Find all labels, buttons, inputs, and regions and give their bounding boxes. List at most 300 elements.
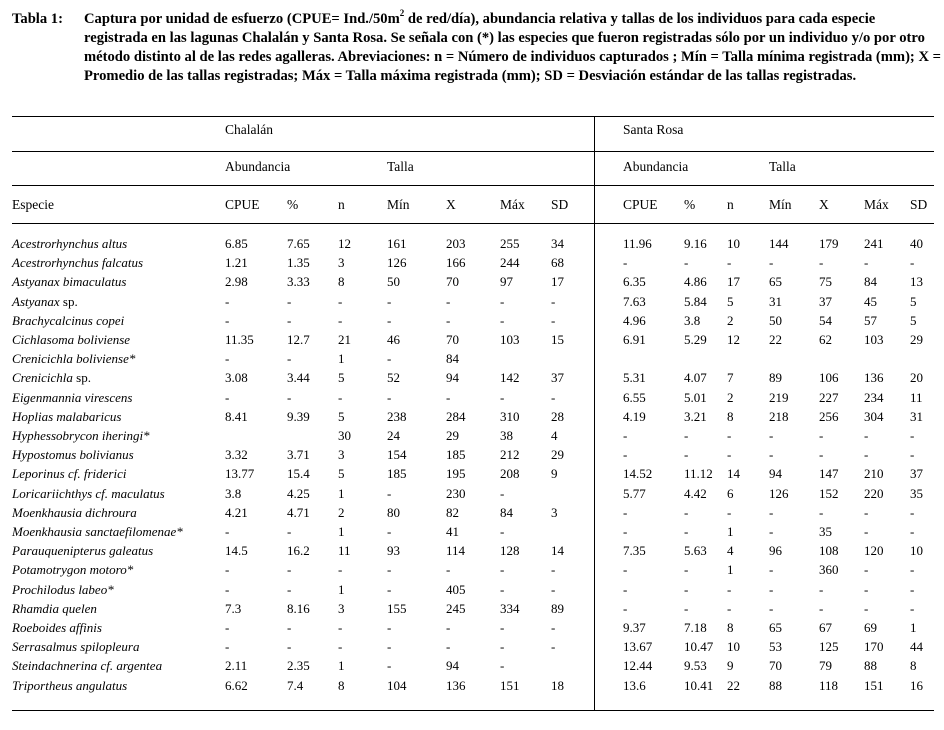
cell-santa-rosa-x: 54 — [819, 313, 832, 328]
cell-chalalan-x: 405 — [446, 582, 466, 597]
cell-chalalan-min: 80 — [387, 505, 400, 520]
column-header-percent-chalalan: % — [287, 197, 299, 212]
cell-santa-rosa-x: 152 — [819, 486, 839, 501]
column-header-max-santa-rosa: Máx — [864, 197, 889, 212]
species-name — [12, 390, 132, 405]
cell-santa-rosa-min: 126 — [769, 486, 789, 501]
cell-chalalan-x: 195 — [446, 466, 466, 481]
cell-chalalan-min: - — [387, 294, 392, 309]
cell-santa-rosa-min: - — [769, 505, 774, 520]
cell-santa-rosa-min: 65 — [769, 274, 782, 289]
cell-santa-rosa-min: - — [769, 447, 774, 462]
cell-santa-rosa-sd: 37 — [910, 466, 923, 481]
cell-santa-rosa-min: 96 — [769, 543, 782, 558]
cell-chalalan-percent: - — [287, 294, 292, 309]
species-name — [12, 582, 114, 597]
cell-chalalan-min: - — [387, 524, 392, 539]
cell-santa-rosa-cpue: 11.96 — [623, 236, 652, 251]
cell-santa-rosa-cpue: - — [623, 447, 628, 462]
cell-santa-rosa-n: 22 — [727, 678, 740, 693]
cell-chalalan-x: 84 — [446, 351, 459, 366]
cell-santa-rosa-min: - — [769, 428, 774, 443]
cell-santa-rosa-max: 57 — [864, 313, 877, 328]
cell-chalalan-max: 310 — [500, 409, 520, 424]
cell-chalalan-percent: 8.16 — [287, 601, 310, 616]
cell-chalalan-min: 52 — [387, 370, 400, 385]
species-name — [12, 428, 150, 443]
cell-chalalan-min: - — [387, 658, 392, 673]
cell-santa-rosa-cpue: 9.37 — [623, 620, 646, 635]
cell-chalalan-cpue: 11.35 — [225, 332, 254, 347]
cell-santa-rosa-percent: 4.86 — [684, 274, 707, 289]
cell-santa-rosa-cpue: 4.19 — [623, 409, 646, 424]
species-name — [12, 351, 135, 366]
cell-santa-rosa-max: - — [864, 505, 869, 520]
species-name-text: Serrasalmus spilopleura — [12, 639, 140, 654]
cell-chalalan-percent: 3.44 — [287, 370, 310, 385]
table-top-rule — [12, 116, 934, 117]
cell-chalalan-cpue: 13.77 — [225, 466, 255, 481]
cell-chalalan-min: 24 — [387, 428, 400, 443]
cell-chalalan-x: 230 — [446, 486, 466, 501]
cell-santa-rosa-cpue: - — [623, 601, 628, 616]
cell-santa-rosa-sd: - — [910, 601, 915, 616]
cell-santa-rosa-n: 9 — [727, 658, 734, 673]
cell-santa-rosa-x: - — [819, 582, 824, 597]
cell-santa-rosa-n: 8 — [727, 620, 734, 635]
cell-santa-rosa-percent: 11.12 — [684, 466, 713, 481]
cell-santa-rosa-n: 5 — [727, 294, 734, 309]
cell-chalalan-min: 155 — [387, 601, 407, 616]
cell-chalalan-min: 104 — [387, 678, 407, 693]
cell-santa-rosa-x: 227 — [819, 390, 839, 405]
species-name-text: Prochilodus labeo* — [12, 582, 114, 597]
cell-chalalan-min: - — [387, 639, 392, 654]
cell-chalalan-x: - — [446, 294, 451, 309]
cell-santa-rosa-min: - — [769, 255, 774, 270]
cell-chalalan-n: 5 — [338, 466, 345, 481]
cell-santa-rosa-percent: - — [684, 601, 689, 616]
cell-chalalan-x: 94 — [446, 658, 459, 673]
cell-chalalan-n: - — [338, 562, 343, 577]
cell-chalalan-n: - — [338, 639, 343, 654]
cell-chalalan-cpue: - — [225, 390, 230, 405]
cell-santa-rosa-min: 88 — [769, 678, 782, 693]
cell-santa-rosa-x: - — [819, 255, 824, 270]
cell-chalalan-sd: - — [551, 294, 556, 309]
cell-santa-rosa-n: - — [727, 601, 732, 616]
cell-chalalan-sd: 15 — [551, 332, 564, 347]
cell-chalalan-sd: 18 — [551, 678, 564, 693]
cell-chalalan-min: 126 — [387, 255, 407, 270]
cell-chalalan-n: 5 — [338, 370, 345, 385]
cell-chalalan-sd: - — [551, 620, 556, 635]
cell-chalalan-max: 128 — [500, 543, 520, 558]
species-name — [12, 274, 126, 289]
column-header-percent-santa-rosa: % — [684, 197, 696, 212]
species-name — [12, 447, 134, 462]
cell-santa-rosa-n: - — [727, 505, 732, 520]
cell-chalalan-min: - — [387, 620, 392, 635]
species-name-text: Crenicichla — [12, 370, 73, 385]
cell-chalalan-min: - — [387, 390, 392, 405]
cell-santa-rosa-n: - — [727, 428, 732, 443]
cell-chalalan-n: 12 — [338, 236, 351, 251]
cell-chalalan-sd: 14 — [551, 543, 564, 558]
cell-chalalan-min: 161 — [387, 236, 407, 251]
cell-chalalan-cpue: 6.62 — [225, 678, 248, 693]
cell-chalalan-n: 3 — [338, 255, 345, 270]
cell-santa-rosa-x: 147 — [819, 466, 839, 481]
cell-chalalan-x: 82 — [446, 505, 459, 520]
cell-chalalan-min: 185 — [387, 466, 407, 481]
cell-santa-rosa-percent: 4.42 — [684, 486, 707, 501]
cell-chalalan-sd: 4 — [551, 428, 558, 443]
cell-chalalan-max: 142 — [500, 370, 520, 385]
cell-chalalan-n: 1 — [338, 524, 345, 539]
cell-chalalan-n: - — [338, 620, 343, 635]
cell-santa-rosa-x: 37 — [819, 294, 832, 309]
cell-santa-rosa-x: - — [819, 601, 824, 616]
cell-santa-rosa-percent: 3.21 — [684, 409, 707, 424]
cell-chalalan-min: - — [387, 486, 392, 501]
cell-santa-rosa-sd: 40 — [910, 236, 923, 251]
species-name-text: Leporinus cf. friderici — [12, 466, 127, 481]
cell-chalalan-percent: 2.35 — [287, 658, 310, 673]
species-name — [12, 658, 162, 673]
cell-santa-rosa-percent: 7.18 — [684, 620, 707, 635]
species-name-text: Parauquenipterus galeatus — [12, 543, 154, 558]
cell-chalalan-x: 41 — [446, 524, 459, 539]
cell-santa-rosa-min: 53 — [769, 639, 782, 654]
cell-santa-rosa-x: - — [819, 447, 824, 462]
cell-chalalan-cpue: - — [225, 294, 230, 309]
group-header-talla-chalalan: Talla — [387, 159, 414, 174]
cell-chalalan-min: - — [387, 313, 392, 328]
cell-santa-rosa-max: 151 — [864, 678, 884, 693]
cell-chalalan-percent: 3.71 — [287, 447, 310, 462]
cell-santa-rosa-cpue: 5.77 — [623, 486, 646, 501]
cell-santa-rosa-sd: 44 — [910, 639, 923, 654]
group-header-abundancia-santa-rosa: Abundancia — [623, 159, 689, 174]
cell-chalalan-n: 1 — [338, 351, 345, 366]
species-name — [12, 313, 124, 328]
cell-santa-rosa-x: 62 — [819, 332, 832, 347]
cell-chalalan-max: - — [500, 582, 505, 597]
cell-santa-rosa-percent: 5.29 — [684, 332, 707, 347]
cell-chalalan-percent: 7.4 — [287, 678, 304, 693]
cell-chalalan-max: 84 — [500, 505, 513, 520]
cell-santa-rosa-sd: - — [910, 255, 915, 270]
cell-santa-rosa-x: 256 — [819, 409, 839, 424]
cell-santa-rosa-max: 88 — [864, 658, 877, 673]
cell-santa-rosa-min: - — [769, 562, 774, 577]
cell-santa-rosa-n: 8 — [727, 409, 734, 424]
cell-chalalan-x: 284 — [446, 409, 466, 424]
cell-santa-rosa-min: 65 — [769, 620, 782, 635]
cell-santa-rosa-percent: - — [684, 428, 689, 443]
group-rule-santa-rosa — [595, 185, 934, 186]
site-rule-santa-rosa — [595, 151, 934, 152]
cell-chalalan-cpue: - — [225, 562, 230, 577]
cell-chalalan-sd: 3 — [551, 505, 558, 520]
cell-santa-rosa-n: 10 — [727, 236, 740, 251]
cell-santa-rosa-min: 218 — [769, 409, 789, 424]
cell-chalalan-cpue: 8.41 — [225, 409, 248, 424]
cell-santa-rosa-min: 144 — [769, 236, 789, 251]
cell-chalalan-percent: - — [287, 639, 292, 654]
header-bottom-rule — [12, 223, 934, 224]
cell-santa-rosa-max: 304 — [864, 409, 884, 424]
species-name — [12, 236, 127, 251]
species-name-text: Loricariichthys cf. maculatus — [12, 486, 165, 501]
species-name-text: Rhamdia quelen — [12, 601, 97, 616]
cell-chalalan-x: 136 — [446, 678, 466, 693]
cell-santa-rosa-x: - — [819, 428, 824, 443]
cell-santa-rosa-x: 35 — [819, 524, 832, 539]
species-name-suffix: sp. — [59, 294, 78, 309]
column-header-n-chalalan: n — [338, 197, 345, 212]
cell-chalalan-cpue: 4.21 — [225, 505, 248, 520]
species-name — [12, 601, 97, 616]
species-name-text: Acestrorhynchus altus — [12, 236, 128, 251]
column-header-sd-santa-rosa: SD — [910, 197, 928, 212]
cell-chalalan-max: 212 — [500, 447, 520, 462]
cell-santa-rosa-max: 220 — [864, 486, 884, 501]
caption-label: Tabla 1: — [12, 11, 63, 27]
cell-chalalan-max: - — [500, 486, 505, 501]
cell-chalalan-cpue: 3.32 — [225, 447, 248, 462]
cell-santa-rosa-max: 241 — [864, 236, 884, 251]
cell-santa-rosa-x: 75 — [819, 274, 832, 289]
cell-chalalan-sd: 34 — [551, 236, 564, 251]
cell-chalalan-sd: - — [551, 582, 556, 597]
cell-chalalan-max: - — [500, 620, 505, 635]
cell-santa-rosa-cpue: - — [623, 524, 628, 539]
cell-santa-rosa-percent: 9.16 — [684, 236, 707, 251]
species-name-text: Eigenmannia virescens — [12, 390, 133, 405]
cell-chalalan-sd: - — [551, 562, 556, 577]
cell-chalalan-n: 2 — [338, 505, 345, 520]
caption-text-end: de red/día), abundancia relativa y tallas de los individuos para cada especie registrada en las lagunas Chalalán y Santa Rosa. Se señala con (*) las especies que fueron registradas sólo por un individuo y/o por otro método distinto al de las redes agalleras. Abreviaciones: n = Número de individuos capturados ; Mín = Talla mínima registrada (mm); X = Promedio de las tallas registradas; Máx = Talla máxima registrada (mm); SD = Desviación estándar de las tallas registradas. — [84, 11, 941, 84]
cell-chalalan-x: 203 — [446, 236, 466, 251]
cell-santa-rosa-sd: - — [910, 505, 915, 520]
cell-santa-rosa-percent: 5.01 — [684, 390, 707, 405]
species-name — [12, 505, 137, 520]
cell-chalalan-min: 238 — [387, 409, 407, 424]
cell-santa-rosa-max: - — [864, 447, 869, 462]
cell-chalalan-max: - — [500, 313, 505, 328]
cell-chalalan-sd: 17 — [551, 274, 564, 289]
cell-santa-rosa-max: 210 — [864, 466, 884, 481]
cell-chalalan-percent: - — [287, 524, 292, 539]
species-name-text: Hyphessobrycon iheringi* — [12, 428, 150, 443]
cell-santa-rosa-sd: - — [910, 428, 915, 443]
column-header-min-santa-rosa: Mín — [769, 197, 792, 212]
cell-chalalan-n: 1 — [338, 582, 345, 597]
cell-chalalan-max: 334 — [500, 601, 520, 616]
cell-chalalan-cpue: 3.8 — [225, 486, 242, 501]
cell-santa-rosa-percent: 10.41 — [684, 678, 714, 693]
cell-santa-rosa-max: - — [864, 562, 869, 577]
table-bottom-rule — [12, 710, 934, 711]
cell-chalalan-percent: - — [287, 313, 292, 328]
cell-santa-rosa-min: - — [769, 524, 774, 539]
cell-santa-rosa-sd: 8 — [910, 658, 917, 673]
cell-chalalan-percent: 4.71 — [287, 505, 310, 520]
cell-santa-rosa-sd: 16 — [910, 678, 923, 693]
caption-text — [84, 10, 942, 86]
group-header-abundancia-chalalan: Abundancia — [225, 159, 291, 174]
species-name — [12, 332, 130, 347]
cell-chalalan-n: 1 — [338, 486, 345, 501]
cell-santa-rosa-percent: - — [684, 524, 689, 539]
cell-chalalan-cpue: 2.11 — [225, 658, 248, 673]
cell-chalalan-cpue: 6.85 — [225, 236, 248, 251]
species-name — [12, 370, 91, 385]
cell-santa-rosa-percent: - — [684, 562, 689, 577]
species-name-text: Crenicichla boliviense* — [12, 351, 136, 366]
cell-chalalan-min: - — [387, 562, 392, 577]
cell-santa-rosa-percent: - — [684, 505, 689, 520]
cell-santa-rosa-n: - — [727, 255, 732, 270]
cell-chalalan-x: 185 — [446, 447, 466, 462]
species-name-text: Acestrorhynchus falcatus — [12, 255, 144, 270]
cell-santa-rosa-cpue: 13.67 — [623, 639, 653, 654]
cell-chalalan-x: 94 — [446, 370, 459, 385]
cell-santa-rosa-n: 6 — [727, 486, 734, 501]
cell-santa-rosa-x: 67 — [819, 620, 832, 635]
column-header-x-chalalan: X — [446, 197, 456, 212]
cell-chalalan-min: 46 — [387, 332, 400, 347]
cell-chalalan-x: - — [446, 562, 451, 577]
cell-santa-rosa-n: 14 — [727, 466, 740, 481]
cell-santa-rosa-cpue: 13.6 — [623, 678, 646, 693]
cell-chalalan-percent: - — [287, 582, 292, 597]
cell-chalalan-max: 97 — [500, 274, 513, 289]
cell-santa-rosa-n: - — [727, 447, 732, 462]
cell-santa-rosa-n: 7 — [727, 370, 734, 385]
cell-santa-rosa-max: 170 — [864, 639, 884, 654]
cell-santa-rosa-min: 22 — [769, 332, 782, 347]
cell-santa-rosa-x: 179 — [819, 236, 839, 251]
species-name — [12, 562, 133, 577]
cell-chalalan-percent: 12.7 — [287, 332, 310, 347]
cell-chalalan-max: - — [500, 524, 505, 539]
cell-chalalan-cpue: - — [225, 351, 230, 366]
species-name — [12, 294, 78, 309]
cell-santa-rosa-cpue: - — [623, 255, 628, 270]
cell-chalalan-x: - — [446, 390, 451, 405]
species-name-text: Moenkhausia dichroura — [12, 505, 137, 520]
cell-chalalan-cpue: 1.21 — [225, 255, 248, 270]
cell-chalalan-cpue: 14.5 — [225, 543, 248, 558]
column-header-sd-chalalan: SD — [551, 197, 569, 212]
cell-santa-rosa-cpue: - — [623, 582, 628, 597]
column-header-cpue-santa-rosa: CPUE — [623, 197, 658, 212]
species-name — [12, 678, 127, 693]
cell-santa-rosa-n: 17 — [727, 274, 740, 289]
cell-santa-rosa-percent: - — [684, 255, 689, 270]
cell-santa-rosa-n: 10 — [727, 639, 740, 654]
cell-chalalan-n: 11 — [338, 543, 351, 558]
species-name-text: Hypostomus bolivianus — [12, 447, 134, 462]
cell-santa-rosa-sd: 13 — [910, 274, 923, 289]
cell-chalalan-n: 8 — [338, 678, 345, 693]
cell-santa-rosa-max: - — [864, 428, 869, 443]
cell-chalalan-min: 154 — [387, 447, 407, 462]
species-name-text: Triportheus angulatus — [12, 678, 128, 693]
cell-santa-rosa-n: 4 — [727, 543, 734, 558]
site-header-chalalan: Chalalán — [225, 122, 273, 137]
cell-santa-rosa-n: 1 — [727, 562, 734, 577]
cell-santa-rosa-max: - — [864, 524, 869, 539]
species-name — [12, 486, 165, 501]
cell-chalalan-percent: - — [287, 351, 292, 366]
cell-chalalan-min: - — [387, 582, 392, 597]
column-header-min-chalalan: Mín — [387, 197, 410, 212]
cell-chalalan-min: 50 — [387, 274, 400, 289]
cell-chalalan-sd: 89 — [551, 601, 564, 616]
cell-santa-rosa-percent: 3.8 — [684, 313, 701, 328]
column-header-n-santa-rosa: n — [727, 197, 734, 212]
cell-chalalan-n: - — [338, 294, 343, 309]
cell-chalalan-sd: 37 — [551, 370, 564, 385]
cell-chalalan-sd: 68 — [551, 255, 564, 270]
cell-chalalan-percent: - — [287, 562, 292, 577]
cell-santa-rosa-sd: 1 — [910, 620, 917, 635]
cell-chalalan-percent: 7.65 — [287, 236, 310, 251]
species-name — [12, 409, 121, 424]
cell-santa-rosa-x: - — [819, 505, 824, 520]
cell-santa-rosa-sd: 10 — [910, 543, 923, 558]
cell-chalalan-sd: 9 — [551, 466, 558, 481]
cell-chalalan-percent: - — [287, 390, 292, 405]
species-name-text: Potamotrygon motoro* — [12, 562, 134, 577]
cell-santa-rosa-sd: 5 — [910, 294, 917, 309]
cell-santa-rosa-cpue: 4.96 — [623, 313, 646, 328]
cell-chalalan-cpue: 3.08 — [225, 370, 248, 385]
cell-chalalan-n: 30 — [338, 428, 351, 443]
cell-santa-rosa-cpue: 6.91 — [623, 332, 646, 347]
cell-chalalan-percent: 1.35 — [287, 255, 310, 270]
cell-santa-rosa-cpue: 7.63 — [623, 294, 646, 309]
cell-santa-rosa-cpue: - — [623, 505, 628, 520]
group-rule-chalalan — [12, 185, 594, 186]
cell-santa-rosa-max: 103 — [864, 332, 884, 347]
column-header-especie: Especie — [12, 197, 54, 212]
cell-santa-rosa-sd: 29 — [910, 332, 923, 347]
site-rule-chalalan — [12, 151, 594, 152]
cell-chalalan-cpue: 2.98 — [225, 274, 248, 289]
cell-chalalan-x: 29 — [446, 428, 459, 443]
species-name-text: Astyanax bimaculatus — [12, 274, 127, 289]
site-header-santa-rosa: Santa Rosa — [623, 122, 684, 137]
species-name — [12, 620, 102, 635]
cell-santa-rosa-percent: 10.47 — [684, 639, 714, 654]
cell-santa-rosa-sd: - — [910, 447, 915, 462]
cell-santa-rosa-x: 79 — [819, 658, 832, 673]
cell-santa-rosa-n: 12 — [727, 332, 740, 347]
cell-santa-rosa-max: 234 — [864, 390, 884, 405]
species-name-suffix: sp. — [72, 370, 91, 385]
cell-santa-rosa-min: 50 — [769, 313, 782, 328]
cell-santa-rosa-min: 89 — [769, 370, 782, 385]
cell-chalalan-percent: - — [287, 620, 292, 635]
cell-santa-rosa-sd: 11 — [910, 390, 923, 405]
group-header-talla-santa-rosa: Talla — [769, 159, 796, 174]
cell-chalalan-max: 151 — [500, 678, 520, 693]
